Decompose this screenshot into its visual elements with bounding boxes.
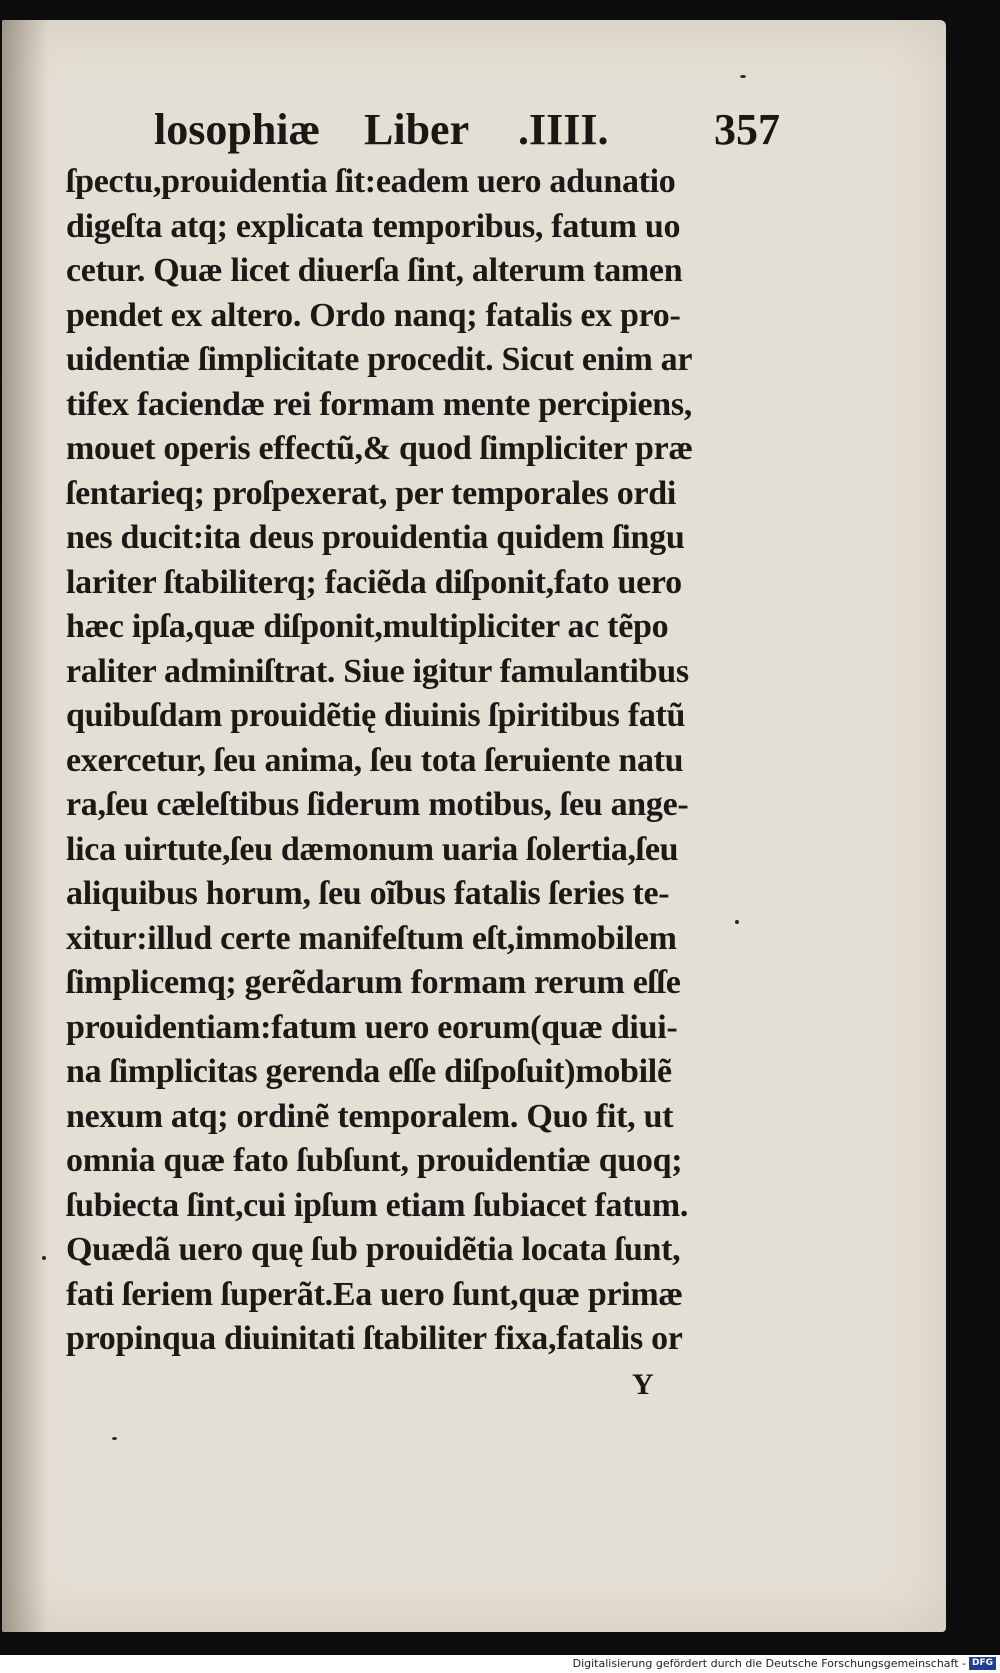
text-line: cetur. Quæ licet diuerſa ſint, alterum tamen <box>66 252 683 289</box>
text-line: raliter adminiſtrat. Siue igitur famulantibus <box>66 652 689 690</box>
running-head-liber: Liber <box>364 105 470 154</box>
funding-credit: Digitalisierung gefördert durch die Deutsche Forschungsgemeinschaft - <box>572 1657 966 1670</box>
text-line: xitur:illud certe manifeſtum eſt,immobilem <box>66 919 677 957</box>
text-line: omnia quæ fato ſubſunt, prouidentiæ quoq; <box>66 1142 683 1179</box>
running-head-book-number: .IIII. <box>518 105 609 154</box>
text-line: quibuſdam prouidẽtię diuinis ſpiritibus fatũ <box>66 697 686 734</box>
text-line: aliquibus horum, ſeu oĩbus fatalis ſeries te- <box>66 875 670 912</box>
text-line: hæc ipſa,quæ diſponit,multipliciter ac tẽpo <box>66 608 669 645</box>
text-line: propinqua diuinitati ſtabiliter fixa,fatalis or <box>66 1320 683 1357</box>
running-head <box>154 104 780 156</box>
running-head-title: losophiæ <box>154 105 321 154</box>
text-line: ſentarieq; proſpexerat, per temporales ordi <box>66 474 676 512</box>
ink-speck <box>42 1256 46 1260</box>
gutter-shadow <box>2 20 48 1632</box>
text-line: ſimplicemq; gerẽdarum formam rerum eſſe <box>66 964 681 1001</box>
text-line: digeſta atq; explicata temporibus, fatum uo <box>66 207 681 245</box>
page-number: 357 <box>714 105 780 154</box>
text-line: na ſimplicitas gerenda eſſe diſpoſuit)mobilẽ <box>66 1053 672 1090</box>
text-line: lariter ſtabiliterq; faciẽda diſponit,fato uero <box>66 563 682 601</box>
text-line: prouidentiam:fatum uero eorum(quæ diui- <box>66 1008 678 1046</box>
text-line: ſubiecta ſint,cui ipſum etiam ſubiacet fatum. <box>66 1186 689 1224</box>
text-line: tifex faciendæ rei formam mente percipiens, <box>66 385 693 423</box>
text-line: nexum atq; ordinẽ temporalem. Quo fit, ut <box>66 1097 674 1135</box>
text-line: uidentiæ ſimplicitate procedit. Sicut enim ar <box>66 341 693 378</box>
text-line: fati ſeriem ſuperãt.Ea uero ſunt,quæ primæ <box>66 1275 683 1313</box>
signature-mark: Y <box>632 1368 654 1401</box>
dfg-logo[interactable]: DFG <box>969 1657 996 1670</box>
text-line: nes ducit:ita deus prouidentia quidem ſingu <box>66 519 685 556</box>
text-line: ſpectu,prouidentia ſit:eadem uero adunatio <box>66 163 676 200</box>
ink-speck <box>740 75 746 78</box>
text-line: ra,ſeu cæleſtibus ſiderum motibus, ſeu ange- <box>66 786 689 823</box>
text-line: pendet ex altero. Ordo nanq; fatalis ex pro- <box>66 296 681 334</box>
text-line: mouet operis effectũ,& quod ſimpliciter præ <box>66 430 693 467</box>
text-line: exercetur, ſeu anima, ſeu tota ſeruiente natu <box>66 741 684 779</box>
text-line: lica uirtute,ſeu dæmonum uaria ſolertia,ſeu <box>66 830 679 868</box>
body-text <box>66 160 782 1362</box>
text-line: Quædã uero quę ſub prouidẽtia locata ſunt, <box>66 1231 681 1268</box>
ink-speck <box>112 1437 117 1440</box>
